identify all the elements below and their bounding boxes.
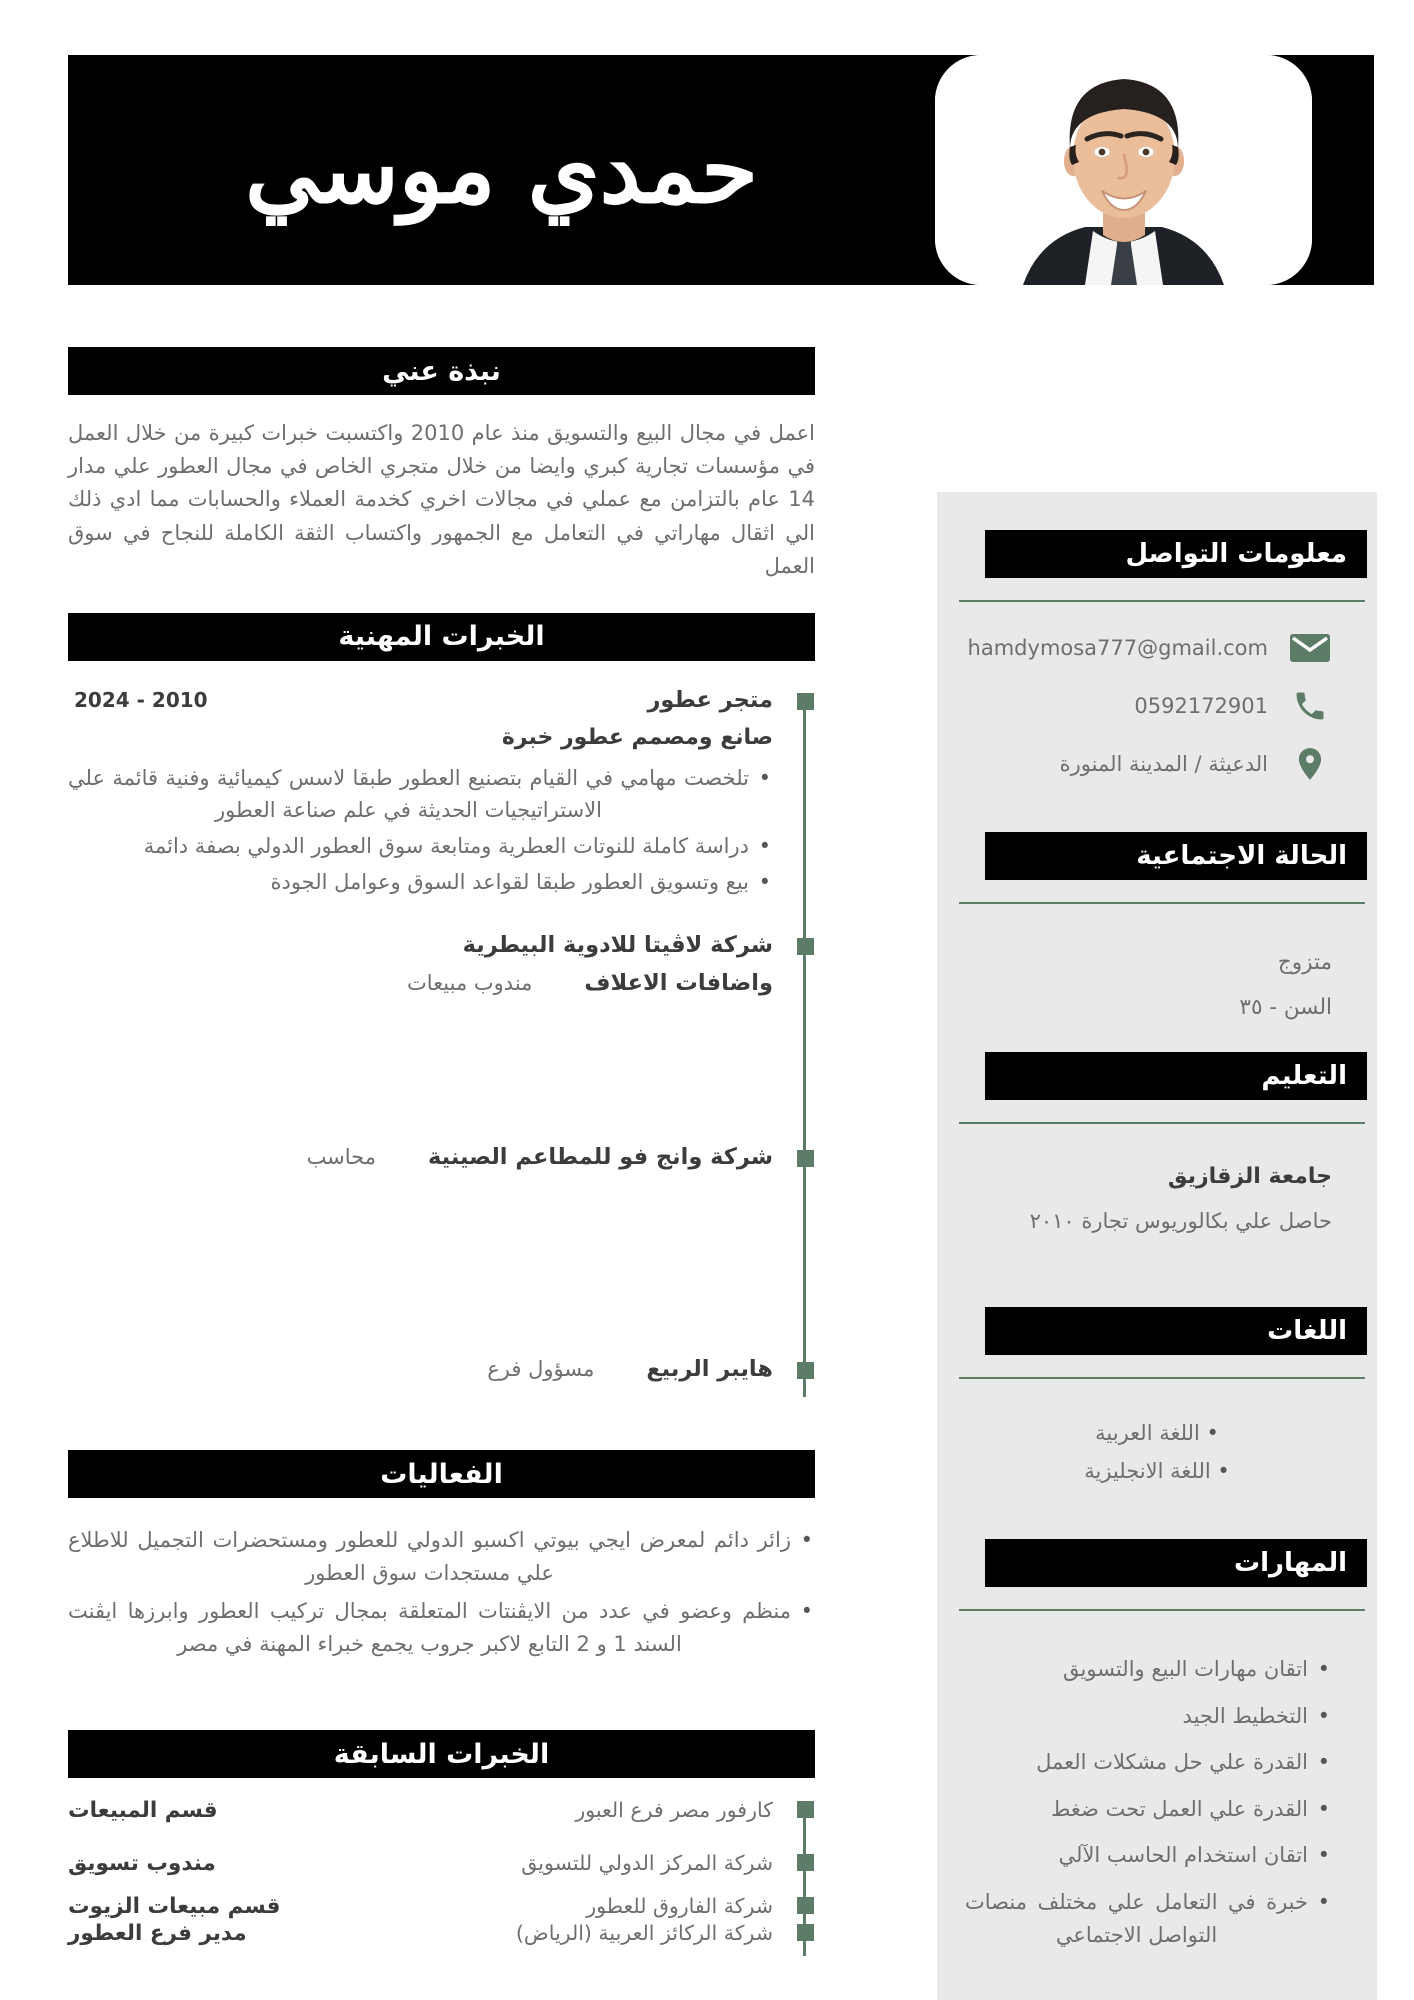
job-duties-list [68,762,773,898]
degree-name: حاصل علي بكالوريوس تجارة ٢٠١٠ [1029,1209,1332,1234]
skill-item: • اتقان مهارات البيع والتسويق [965,1653,1332,1686]
person-name: حمدي موسي [245,116,758,224]
timeline-node [797,1801,814,1818]
name-area [68,55,935,285]
events-list [68,1524,815,1660]
section-title: معلومات التواصل [1125,539,1347,569]
job-company: شركة لاڤيتا للادوية البيطرية [462,932,773,959]
previous-company: كارفور مصر فرع العبور [575,1798,773,1823]
job-period: 2010 - 2024 [74,687,208,712]
skill-item: • القدرة علي حل مشكلات العمل [965,1746,1332,1779]
age-value: السن - ٣٥ [1239,995,1332,1021]
job-duty: • دراسة كاملة للنوتات العطرية ومتابعة سوق العطور الدولي بصفة دائمة [68,830,773,863]
section-header-about [68,347,815,395]
green-divider [959,902,1365,904]
contact-phone-row [965,684,1332,728]
location-pin-icon [1288,742,1332,786]
previous-row [68,1798,773,1823]
section-title: الخبرات السابقة [333,1738,550,1770]
portrait-illustration [935,55,1312,285]
green-divider [959,1377,1365,1379]
profile-photo-frame [935,55,1312,285]
experience-entry [68,1144,773,1170]
previous-company: شركة الفاروق للعطور [586,1894,773,1919]
location-value: الدعيثة / المدينة المنورة [1059,752,1268,776]
section-header-education [985,1052,1367,1100]
previous-row [68,1921,773,1946]
timeline-node [797,938,814,955]
skill-item: • اتقان استخدام الحاسب الآلي [965,1839,1332,1872]
section-header-languages [985,1307,1367,1355]
section-title: اللغات [1267,1316,1347,1347]
envelope-icon [1288,632,1332,664]
sidebar-section-languages [937,1307,1377,1483]
contact-location-row [965,742,1332,786]
timeline-node [797,1897,814,1914]
sidebar [937,492,1377,2000]
section-about [68,347,815,583]
timeline-line [803,697,806,1397]
contact-email-row [965,626,1332,670]
language-item: • اللغة الانجليزية [977,1459,1337,1483]
phone-value: 0592172901 [1134,694,1268,718]
timeline-node [797,1854,814,1871]
languages-list [977,1421,1337,1483]
timeline-node [797,1150,814,1167]
previous-row [68,1894,773,1919]
job-duty: • تلخصت مهامي في القيام بتصنيع العطور طبقا لاسس كيميائية وفنية قائمة علي الاستراتيجيات الحديثة في علم صناعة العطور [68,762,773,827]
job-role: محاسب [306,1145,376,1170]
timeline-node [797,693,814,710]
header-banner [68,55,1374,285]
main-column [68,347,815,1946]
green-divider [959,1609,1365,1611]
phone-icon [1288,688,1332,724]
job-header-row [68,1356,773,1382]
job-role: مندوب مبيعات [407,971,533,996]
job-duty: • بيع وتسويق العطور طبقا لقواعد السوق وعوامل الجودة [68,866,773,899]
university-name: جامعة الزقازيق [1167,1164,1332,1190]
sidebar-section-education [937,1052,1377,1233]
skill-item: • القدرة علي العمل تحت ضغط [965,1793,1332,1826]
experience-timeline [68,687,815,1382]
previous-role: قسم المبيعات [68,1798,218,1824]
job-company: شركة وانج فو للمطاعم الصينية [427,1144,773,1171]
contact-list [965,626,1332,786]
about-text: اعمل في مجال البيع والتسويق منذ عام 2010 واكتسبت خبرات كبيرة من خلال العمل في مؤسسات تجارية كبري وايضا من خلال متجري الخاص في مجال العطور علي مدار 14 عام بالتزامن مع عملي في مجالات اخري كخدمة العملاء والحسابات مما ادي ذلك الي اثقال مهاراتي في التعامل مع الجمهور واكتساب الثقة الكاملة للنجاح في سوق العمل [68,421,815,578]
section-header-skills [985,1539,1367,1587]
sidebar-section-marital [937,832,1377,1030]
previous-company: شركة الركائز العربية (الرياض) [515,1921,773,1946]
section-title: الفعاليات [380,1458,503,1490]
section-events [68,1450,815,1660]
job-header-row [68,1144,773,1170]
job-company: هايبر الربيع [646,1356,773,1383]
job-header-row [68,970,773,996]
email-value: hamdymosa777@gmail.com [967,636,1268,660]
section-title: الحالة الاجتماعية [1136,841,1347,871]
section-header-events [68,1450,815,1498]
sidebar-section-contact [937,530,1377,786]
section-title: نبذة عني [382,355,501,387]
job-company: متجر عطور [647,686,773,713]
experience-entry [68,1356,773,1382]
experience-entry [68,932,773,996]
section-header-previous [68,1730,815,1778]
job-role: صانع ومصمم عطور خبرة [501,724,773,750]
previous-timeline [68,1798,815,1946]
section-experience [68,613,815,1382]
marital-items [965,940,1332,1030]
skills-list [965,1653,1332,1951]
section-header-marital [985,832,1367,880]
skill-item: • التخطيط الجيد [965,1700,1332,1733]
event-item: • منظم وعضو في عدد من الايڤنتات المتعلقة بمجال تركيب العطور وابرزها ايڤنت السند 1 و 2 التابع لاكبر جروب يجمع خبراء المهنة في مصر [68,1595,815,1660]
language-item: • اللغة العربية [977,1421,1337,1445]
event-item: • زائر دائم لمعرض ايجي بيوتي اكسبو الدولي للعطور ومستحضرات التجميل للاطلاع علي مستجدات سوق العطور [68,1524,815,1589]
sidebar-section-skills [937,1539,1377,1951]
section-title: الخبرات المهنية [338,621,545,653]
job-company-cont: واضافات الاعلاف [584,970,773,997]
previous-row [68,1851,773,1876]
previous-company: شركة المركز الدولي للتسويق [521,1851,773,1876]
section-title: التعليم [1261,1061,1347,1092]
green-divider [959,1122,1365,1124]
experience-entry [68,687,773,898]
previous-role: مندوب تسويق [68,1851,216,1877]
section-header-contact [985,530,1367,578]
timeline-node [797,1924,814,1941]
section-header-experience [68,613,815,661]
previous-role: قسم مبيعات الزيوت [68,1894,281,1920]
section-previous-experience [68,1730,815,1946]
section-title: المهارات [1233,1548,1347,1579]
timeline-node [797,1362,814,1379]
marital-status: متزوج [1277,950,1332,975]
skill-item: • خبرة في التعامل علي مختلف منصات التواصل الاجتماعي [965,1886,1332,1951]
previous-role: مدير فرع العطور [68,1921,247,1947]
job-header-row [68,687,773,713]
green-divider [959,600,1365,602]
job-role: مسؤول فرع [487,1357,595,1382]
